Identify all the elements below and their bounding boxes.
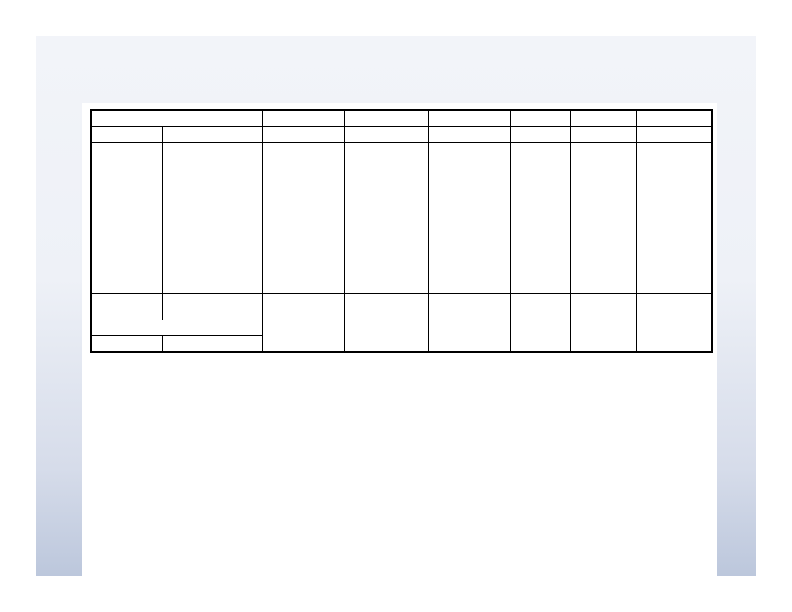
prop-con-cell <box>570 248 636 263</box>
stage-number-cell <box>91 203 162 218</box>
fluid-pumped-cell <box>428 173 510 188</box>
clusters-per-stage-cell <box>636 203 712 218</box>
stage-interval-cell <box>262 233 344 248</box>
column-unit-prop-con <box>570 336 636 353</box>
column-header-avg-rate <box>510 110 570 127</box>
well-name <box>91 320 262 336</box>
clusters-per-stage-cell <box>636 263 712 278</box>
prop-pumped-cell <box>344 218 428 233</box>
well-header-row <box>91 320 712 336</box>
table-row <box>91 248 712 263</box>
spacer-cell <box>428 294 510 321</box>
spacer-cell <box>570 294 636 321</box>
stage-number-cell <box>91 278 162 294</box>
table-row <box>91 188 712 203</box>
avg-rate-cell <box>510 173 570 188</box>
clusters-per-stage-cell <box>636 278 712 294</box>
prop-con-cell <box>570 158 636 173</box>
column-unit-prop-pumped <box>344 127 428 143</box>
column-unit-prop-pumped <box>344 336 428 353</box>
clusters-per-stage-cell <box>636 158 712 173</box>
avg-rate-cell <box>510 263 570 278</box>
prop-pumped-cell <box>344 158 428 173</box>
stage-interval-cell <box>262 143 344 159</box>
table-row <box>91 203 712 218</box>
perf-depths-cell <box>162 263 262 278</box>
avg-rate-cell <box>510 278 570 294</box>
spacer-cell <box>162 294 262 321</box>
avg-rate-cell <box>510 158 570 173</box>
spacer-cell <box>636 294 712 321</box>
clusters-per-stage-cell <box>636 173 712 188</box>
fluid-pumped-cell <box>428 278 510 294</box>
prop-pumped-cell <box>344 188 428 203</box>
spacer-cell <box>262 294 344 321</box>
column-unit-fluid-pumped <box>428 336 510 353</box>
stage-number-cell <box>91 233 162 248</box>
column-unit-avg-rate <box>510 336 570 353</box>
column-header-prop-pumped <box>344 110 428 127</box>
prop-pumped-cell <box>344 143 428 159</box>
column-header-prop-pumped <box>344 320 428 336</box>
stage-interval-cell <box>262 278 344 294</box>
stage-interval-cell <box>262 173 344 188</box>
stage-number-cell <box>91 218 162 233</box>
column-header-clusters <box>636 110 712 127</box>
column-unit-prop-con <box>570 127 636 143</box>
column-header-stage-interval <box>262 320 344 336</box>
avg-rate-cell <box>510 188 570 203</box>
fluid-pumped-cell <box>428 218 510 233</box>
prop-pumped-cell <box>344 263 428 278</box>
stage-interval-cell <box>262 218 344 233</box>
prop-con-cell <box>570 233 636 248</box>
stage-interval-cell <box>262 203 344 218</box>
perf-depths-header <box>162 127 262 143</box>
stage-number-cell <box>91 173 162 188</box>
avg-rate-cell <box>510 248 570 263</box>
table-row <box>91 158 712 173</box>
prop-con-cell <box>570 263 636 278</box>
perf-depths-cell <box>162 158 262 173</box>
column-unit-clusters <box>636 336 712 353</box>
column-header-prop-con <box>570 110 636 127</box>
clusters-per-stage-cell <box>636 233 712 248</box>
stage-statistics-table <box>90 109 713 353</box>
column-unit-fluid-pumped <box>428 127 510 143</box>
stage-interval-cell <box>262 158 344 173</box>
stage-number-cell <box>91 143 162 159</box>
column-unit-stage-interval <box>262 336 344 353</box>
prop-pumped-cell <box>344 173 428 188</box>
column-subheader-row <box>91 336 712 353</box>
fluid-pumped-cell <box>428 203 510 218</box>
table-row <box>91 173 712 188</box>
perf-depths-cell <box>162 203 262 218</box>
column-header-clusters <box>636 320 712 336</box>
prop-pumped-cell <box>344 278 428 294</box>
clusters-per-stage-cell <box>636 248 712 263</box>
column-header-fluid-pumped <box>428 320 510 336</box>
prop-con-cell <box>570 143 636 159</box>
well-header-row <box>91 110 712 127</box>
perf-depths-cell <box>162 248 262 263</box>
stage-number-cell <box>91 158 162 173</box>
avg-rate-cell <box>510 203 570 218</box>
well-name <box>91 110 262 127</box>
prop-con-cell <box>570 173 636 188</box>
stage-number-cell <box>91 248 162 263</box>
avg-rate-cell <box>510 233 570 248</box>
avg-rate-cell <box>510 143 570 159</box>
prop-con-cell <box>570 218 636 233</box>
stage-interval-cell <box>262 248 344 263</box>
prop-con-cell <box>570 278 636 294</box>
perf-depths-cell <box>162 278 262 294</box>
column-header-avg-rate <box>510 320 570 336</box>
stage-number-cell <box>91 188 162 203</box>
table-row <box>91 143 712 159</box>
fluid-pumped-cell <box>428 158 510 173</box>
stage-interval-cell <box>262 188 344 203</box>
stage-number-cell <box>91 263 162 278</box>
table-row <box>91 263 712 278</box>
spacer-cell <box>91 294 162 321</box>
fluid-pumped-cell <box>428 248 510 263</box>
clusters-per-stage-cell <box>636 143 712 159</box>
stage-interval-cell <box>262 263 344 278</box>
prop-con-cell <box>570 203 636 218</box>
perf-depths-cell <box>162 173 262 188</box>
spacer-cell <box>510 294 570 321</box>
prop-pumped-cell <box>344 248 428 263</box>
slide <box>36 36 756 576</box>
table-row <box>91 278 712 294</box>
prop-pumped-cell <box>344 203 428 218</box>
perf-depths-cell <box>162 218 262 233</box>
column-header-prop-con <box>570 320 636 336</box>
fluid-pumped-cell <box>428 263 510 278</box>
column-unit-stage-interval <box>262 127 344 143</box>
column-header-fluid-pumped <box>428 110 510 127</box>
prop-pumped-cell <box>344 233 428 248</box>
spacer-cell <box>344 294 428 321</box>
fluid-pumped-cell <box>428 233 510 248</box>
stage-header <box>91 127 162 143</box>
perf-depths-header <box>162 336 262 353</box>
fluid-pumped-cell <box>428 188 510 203</box>
column-header-stage-interval <box>262 110 344 127</box>
column-unit-avg-rate <box>510 127 570 143</box>
section-spacer-row <box>91 294 712 321</box>
perf-depths-cell <box>162 143 262 159</box>
clusters-per-stage-cell <box>636 188 712 203</box>
clusters-per-stage-cell <box>636 218 712 233</box>
perf-depths-cell <box>162 188 262 203</box>
table-body <box>91 110 712 352</box>
fluid-pumped-cell <box>428 143 510 159</box>
table-row <box>91 218 712 233</box>
table-panel <box>82 103 717 577</box>
stage-header <box>91 336 162 353</box>
table-row <box>91 233 712 248</box>
perf-depths-cell <box>162 233 262 248</box>
column-unit-clusters <box>636 127 712 143</box>
column-subheader-row <box>91 127 712 143</box>
avg-rate-cell <box>510 218 570 233</box>
prop-con-cell <box>570 188 636 203</box>
